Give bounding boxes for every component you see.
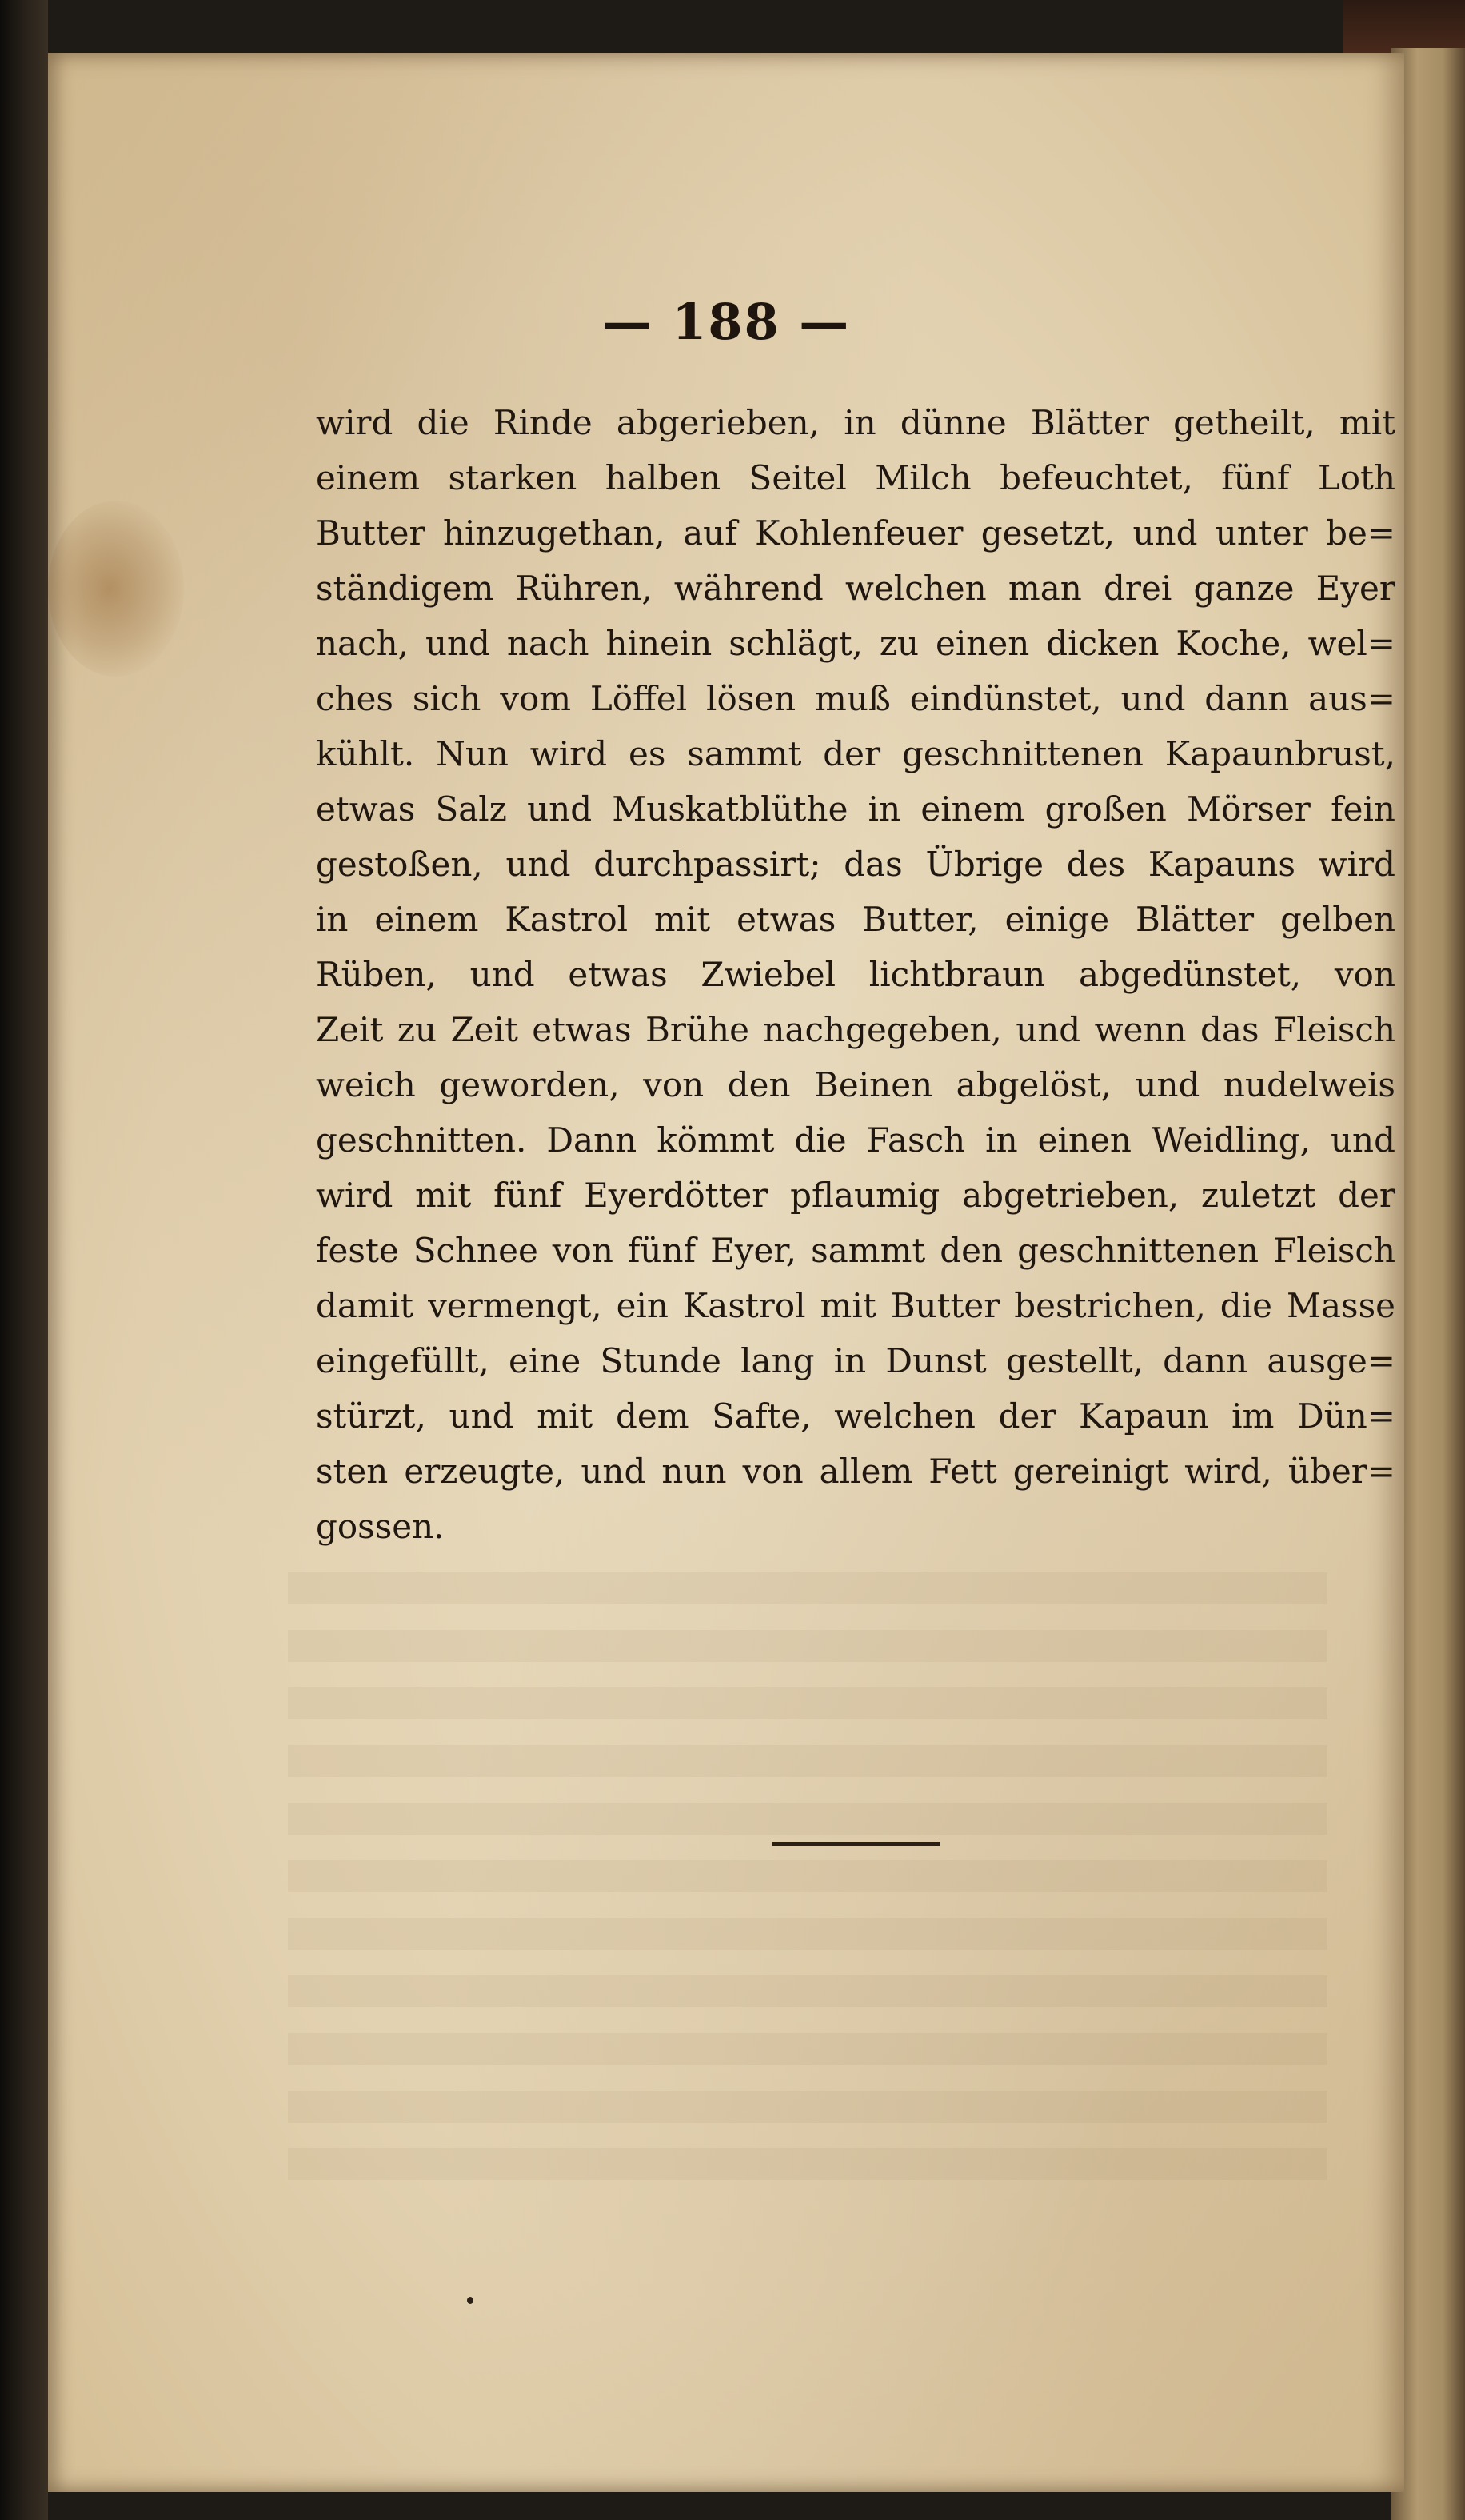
text-line: gestoßen, und durchpassirt; das Übrige des Kapauns wird [316,845,1395,884]
text-line: Butter hinzugethan, auf Kohlenfeuer gesetzt, und unter be= [316,513,1395,553]
book-spine [0,0,48,2520]
text-line: wird mit fünf Eyerdötter pflaumig abgetrieben, zuletzt der [316,1176,1395,1215]
text-line: eingefüllt, eine Stunde lang in Dunst gestellt, dann ausge= [316,1341,1395,1380]
text-line: wird die Rinde abgerieben, in dünne Blätter getheilt, mit [316,403,1395,442]
book-page [48,53,1404,2492]
text-line: Rüben, und etwas Zwiebel lichtbraun abgedünstet, von [316,955,1395,994]
ink-speck [467,2297,473,2304]
text-line: ständigem Rühren, während welchen man drei ganze Eyer [316,569,1395,608]
text-line: gossen. [316,1507,445,1546]
text-line: etwas Salz und Muskatblüthe in einem großen Mörser fein [316,789,1395,829]
text-line: kühlt. Nun wird es sammt der geschnittenen Kapaunbrust, [316,734,1395,773]
text-line: in einem Kastrol mit etwas Butter, einige Blätter gelben [316,900,1395,939]
bleed-through-text [288,1572,1327,2180]
text-line: Zeit zu Zeit etwas Brühe nachgegeben, und wenn das Fleisch [316,1010,1395,1049]
text-line: geschnitten. Dann kömmt die Fasch in einen Weidling, und [316,1120,1395,1160]
text-line: ches sich vom Löffel lösen muß eindünstet, und dann aus= [316,679,1395,718]
page-number: — 188 — [601,293,851,351]
text-line: stürzt, und mit dem Safte, welchen der Kapaun im Dün= [316,1396,1395,1436]
section-divider [772,1842,940,1846]
text-line: damit vermengt, ein Kastrol mit Butter bestrichen, die Masse [316,1286,1395,1325]
paper-stain [48,501,184,677]
text-line: sten erzeugte, und nun von allem Fett gereinigt wird, über= [316,1452,1395,1491]
text-line: einem starken halben Seitel Milch befeuchtet, fünf Loth [316,458,1395,497]
text-line: feste Schnee von fünf Eyer, sammt den geschnittenen Fleisch [316,1231,1395,1270]
body-text [316,395,1395,1554]
text-line: weich geworden, von den Beinen abgelöst, und nudelweis [316,1065,1395,1104]
text-line: nach, und nach hinein schlägt, zu einen dicken Koche, wel= [316,624,1395,663]
